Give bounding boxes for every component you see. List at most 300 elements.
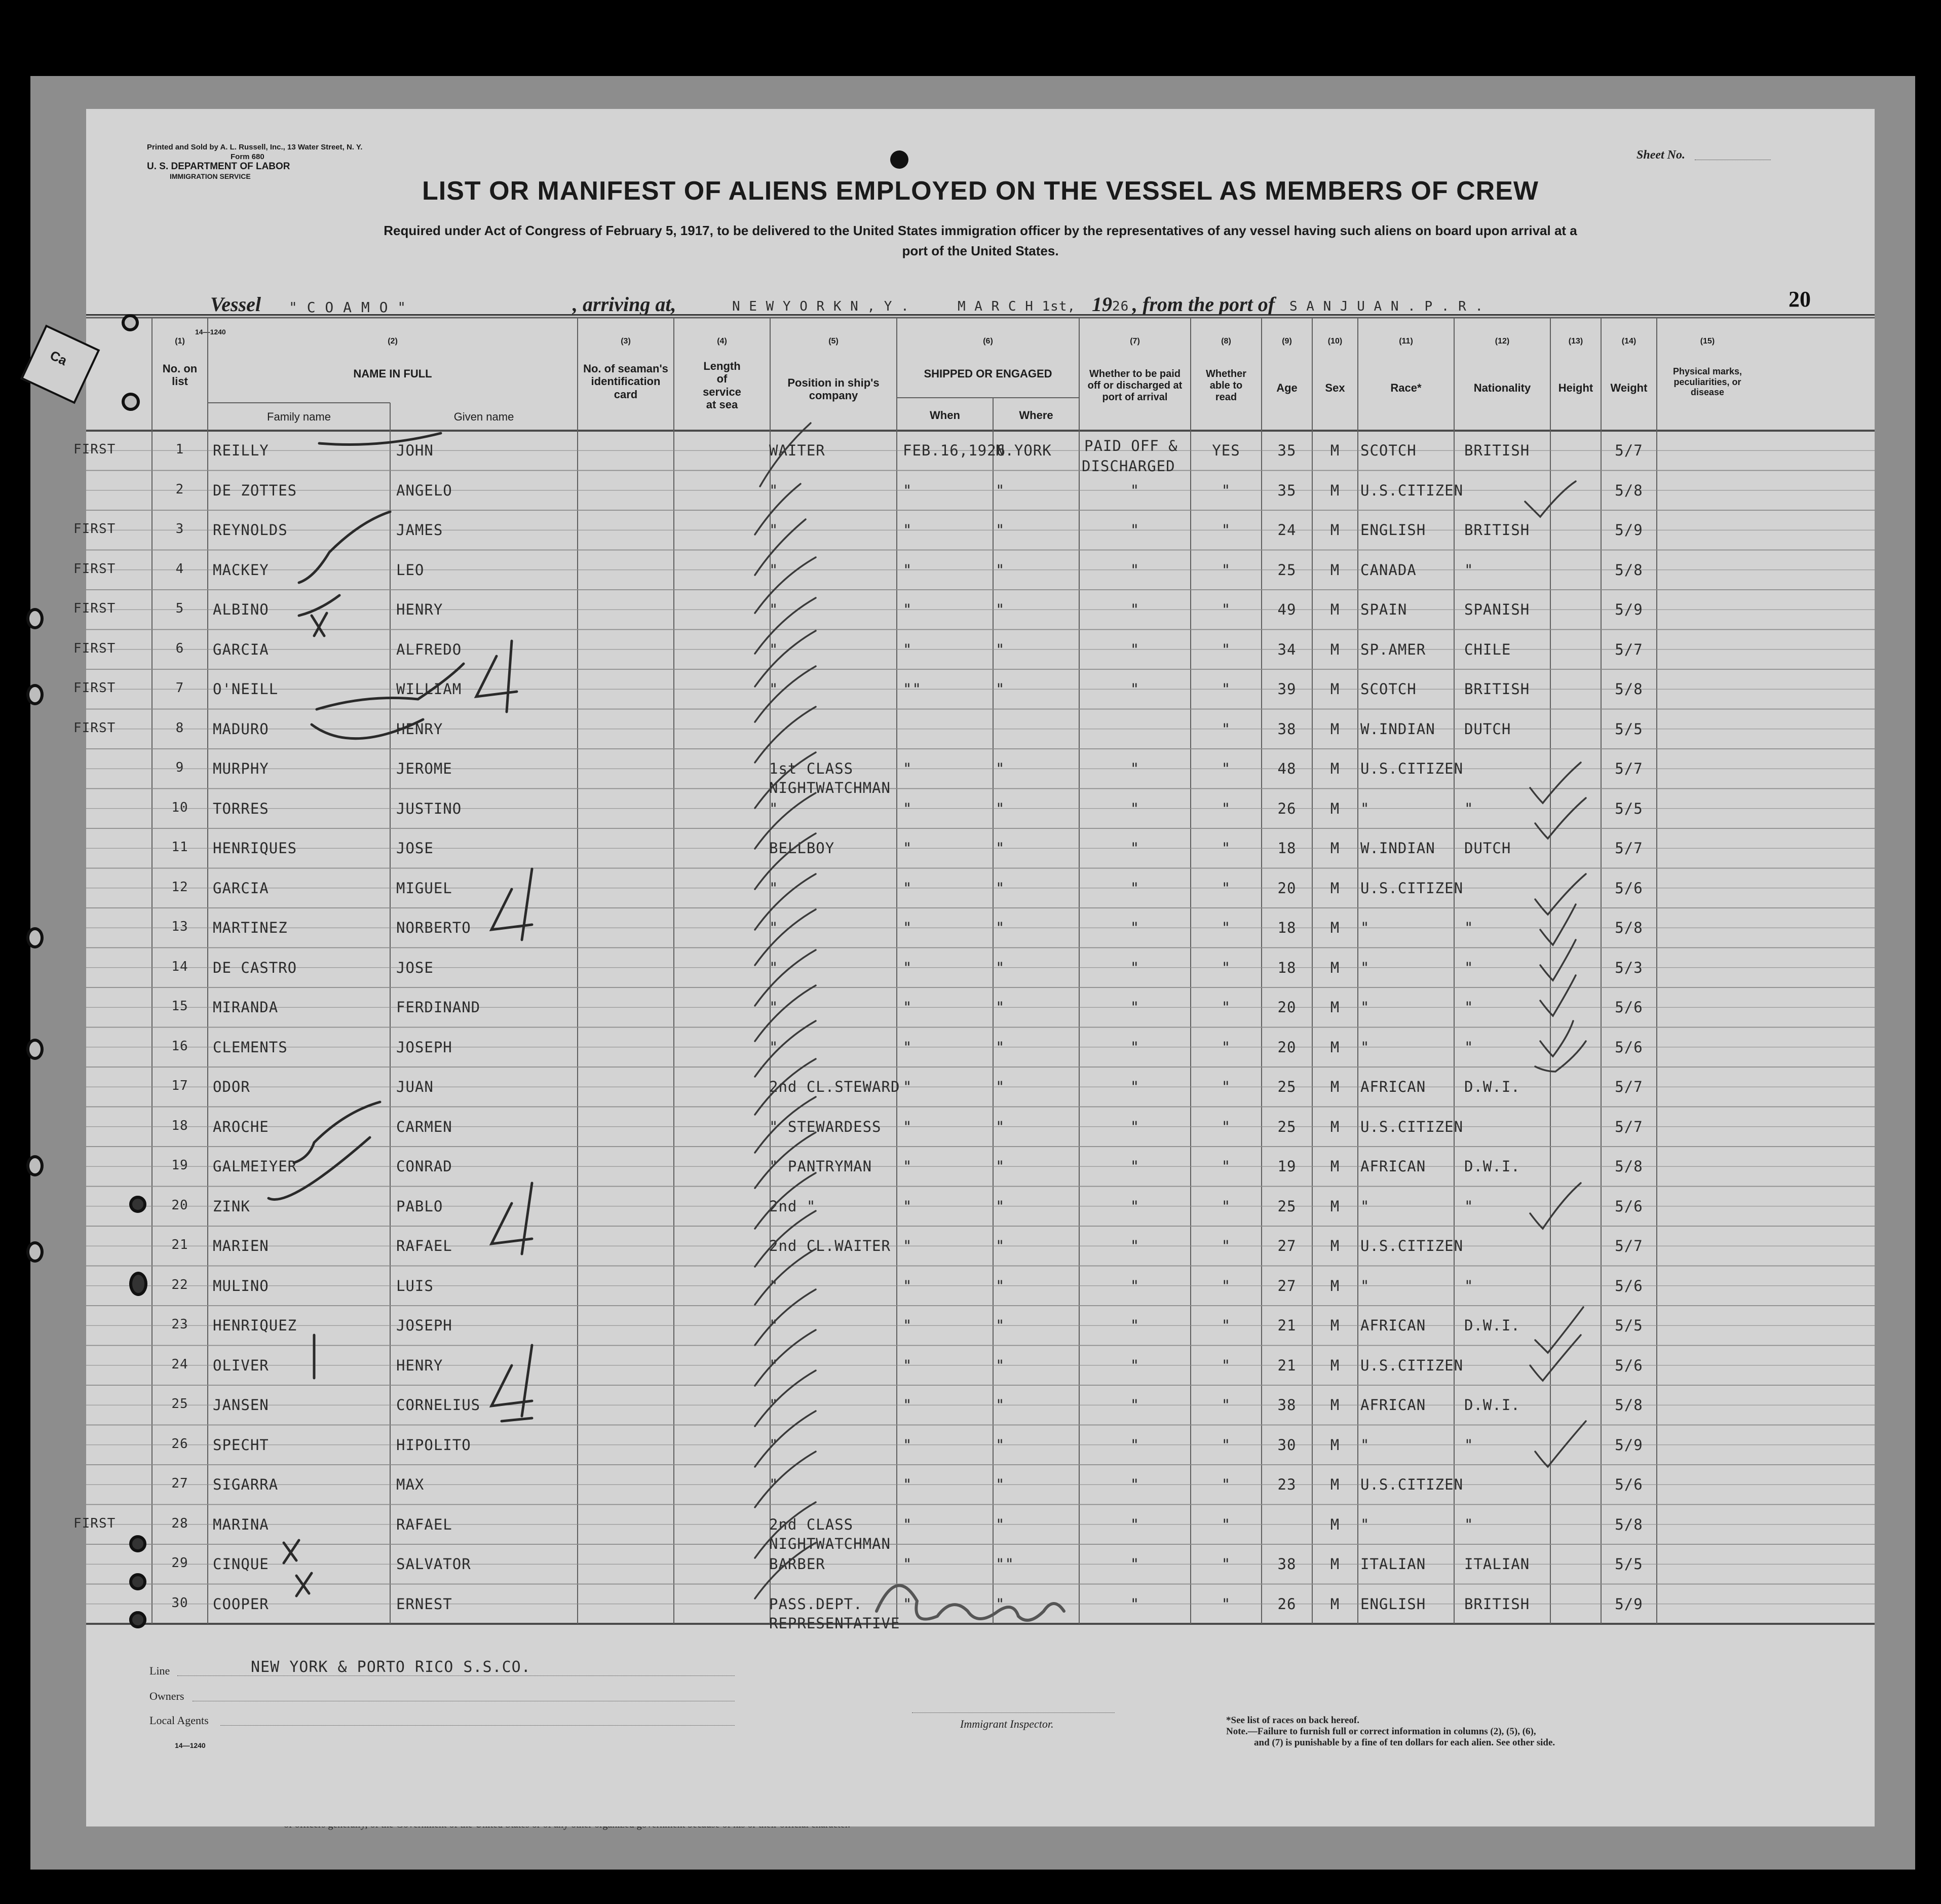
row-race: SP.AMER <box>1360 640 1426 658</box>
row-shipped-where: " <box>996 999 1005 1016</box>
row-paid-off: " <box>1130 1317 1140 1334</box>
row-age: 21 <box>1277 1317 1297 1334</box>
row-position: " PANTRYMAN <box>769 1158 872 1175</box>
form-code-bottom: 14—1240 <box>175 1741 206 1749</box>
position-tick <box>755 793 816 849</box>
row-height: 5/7 <box>1615 1118 1643 1135</box>
row-given-name: SALVATOR <box>396 1555 471 1573</box>
row-number: 2 <box>175 481 184 497</box>
row-position: " <box>769 1356 779 1374</box>
row-able-to-read: " <box>1221 879 1231 897</box>
row-age: 35 <box>1277 442 1297 459</box>
binder-hole <box>26 1155 44 1176</box>
row-height: 5/9 <box>1615 601 1643 618</box>
row-paid-off: " <box>1130 1038 1140 1056</box>
row-shipped-when: " <box>903 1396 912 1414</box>
row-age: 25 <box>1277 1118 1297 1135</box>
row-number: 4 <box>175 561 184 577</box>
row-number: 16 <box>171 1038 188 1054</box>
position-tick <box>755 481 801 535</box>
handwriting-overlay <box>86 109 1875 1826</box>
row-race: ITALIAN <box>1360 1555 1426 1573</box>
row-family-name: SIGARRA <box>213 1476 279 1493</box>
row-shipped-where: " <box>996 601 1005 618</box>
row-age: 20 <box>1277 879 1297 897</box>
row-nationality: DUTCH <box>1464 720 1511 738</box>
row-shipped-when: " <box>903 1476 912 1493</box>
row-height: 5/5 <box>1615 1555 1643 1573</box>
row-age: 38 <box>1277 1555 1297 1573</box>
row-race: W.INDIAN <box>1360 840 1435 857</box>
row-family-name: OLIVER <box>213 1356 269 1374</box>
col5-header: Position in ship's company <box>787 376 880 402</box>
row-sex: M <box>1330 959 1340 976</box>
row-nationality: SPANISH <box>1464 601 1530 618</box>
row-sex: M <box>1330 1038 1340 1056</box>
row-given-name: JAMES <box>396 521 443 539</box>
col15-header: Physical marks, peculiarities, or disease <box>1672 366 1742 398</box>
row-number: 28 <box>171 1515 188 1531</box>
col2-family-header: Family name <box>267 410 331 423</box>
row-race: U.S.CITIZEN <box>1360 1237 1464 1254</box>
citizen-tick <box>1540 940 1576 980</box>
row-nationality: D.W.I. <box>1464 1158 1520 1175</box>
row-shipped-where: " <box>996 959 1005 976</box>
row-age: 18 <box>1277 919 1297 936</box>
row-position: " <box>769 561 779 579</box>
row-paid-off: " <box>1130 1237 1140 1254</box>
row-family-name: CLEMENTS <box>213 1038 288 1056</box>
row-shipped-where: " <box>996 1396 1005 1414</box>
sheet-number-label: Sheet No. <box>1636 148 1685 162</box>
position-tick <box>755 631 816 687</box>
row-paid-off: " <box>1130 1118 1140 1135</box>
row-able-to-read: YES <box>1212 442 1240 459</box>
citizen-tick <box>1540 975 1576 1016</box>
row-able-to-read: " <box>1221 840 1231 857</box>
row-paid-off: " <box>1130 680 1140 698</box>
row-able-to-read: " <box>1221 1078 1231 1095</box>
row-position: " <box>769 1476 779 1493</box>
row-age: 27 <box>1277 1277 1297 1294</box>
col14-number: (14) <box>1621 337 1636 346</box>
row-position: " <box>769 1396 779 1414</box>
position-tick <box>755 598 816 654</box>
row-number: 15 <box>171 999 188 1014</box>
row-age: 39 <box>1277 680 1297 698</box>
row-nationality: DUTCH <box>1464 840 1511 857</box>
row-able-to-read: " <box>1221 521 1231 539</box>
row-height: 5/8 <box>1615 1515 1643 1533</box>
row-position: 1st CLASS <box>769 760 854 777</box>
row-sex: M <box>1330 640 1340 658</box>
row-age: 38 <box>1277 720 1297 738</box>
row-number: 27 <box>171 1476 188 1491</box>
row-able-to-read: " <box>1221 1555 1231 1573</box>
row-number: 12 <box>171 879 188 895</box>
row-race: U.S.CITIZEN <box>1360 879 1464 897</box>
row-family-name: MURPHY <box>213 760 269 777</box>
row-able-to-read: " <box>1221 799 1231 817</box>
row-given-name: JUAN <box>396 1078 434 1095</box>
row-family-name: REILLY <box>213 442 269 459</box>
position-tick <box>755 1059 816 1115</box>
row-given-name: NORBERTO <box>396 919 471 936</box>
row-first-class-note: FIRST <box>73 680 116 696</box>
col13-number: (13) <box>1568 337 1583 346</box>
row-age: 18 <box>1277 959 1297 976</box>
row-given-name: HENRY <box>396 601 443 618</box>
row-shipped-when: " <box>903 1158 912 1175</box>
row-age: 21 <box>1277 1356 1297 1374</box>
row-paid-off: " <box>1130 1197 1140 1215</box>
row-number: 7 <box>175 680 184 696</box>
row-family-name: DE CASTRO <box>213 959 297 976</box>
form-number: Form 680 <box>231 153 264 161</box>
position-tick <box>755 707 816 763</box>
row-shipped-where: "" <box>996 1555 1014 1573</box>
row-nationality: " <box>1464 1515 1474 1533</box>
row-shipped-where: " <box>996 1118 1005 1135</box>
failure-note-2: and (7) is punishable by a fine of ten dollars for each alien. See other side. <box>1254 1737 1555 1748</box>
row-able-to-read: " <box>1221 1118 1231 1135</box>
row-able-to-read: " <box>1221 1595 1231 1613</box>
checkmark <box>312 719 423 739</box>
row-sex: M <box>1330 680 1340 698</box>
row-age: 38 <box>1277 1396 1297 1414</box>
position-tick <box>755 1249 816 1305</box>
row-paid-off: " <box>1130 481 1140 499</box>
row-race: AFRICAN <box>1360 1396 1426 1414</box>
row-sex: M <box>1330 1356 1340 1374</box>
row-shipped-where: " <box>996 561 1005 579</box>
row-given-name: JOSE <box>396 840 434 857</box>
row-height: 5/6 <box>1615 1038 1643 1056</box>
row-given-name: HIPOLITO <box>396 1436 471 1454</box>
row-age: 26 <box>1277 799 1297 817</box>
row-shipped-when: " <box>903 1515 912 1533</box>
row-race: U.S.CITIZEN <box>1360 1356 1464 1374</box>
binder-hole <box>129 1272 147 1296</box>
row-height: 5/6 <box>1615 1476 1643 1493</box>
row-shipped-when: " <box>903 1317 912 1334</box>
row-race: SCOTCH <box>1360 442 1417 459</box>
row-family-name: JANSEN <box>213 1396 269 1414</box>
col9-header: Age <box>1276 382 1298 394</box>
row-race: U.S.CITIZEN <box>1360 1118 1464 1135</box>
row-first-class-note: FIRST <box>73 720 116 736</box>
col2-given-header: Given name <box>453 410 514 423</box>
row-nationality: D.W.I. <box>1464 1396 1520 1414</box>
row-shipped-where: " <box>996 879 1005 897</box>
row-nationality: D.W.I. <box>1464 1317 1520 1334</box>
row-shipped-when: " <box>903 481 912 499</box>
binder-hole <box>129 1611 146 1628</box>
row-position: " <box>769 601 779 618</box>
row-given-name: RAFAEL <box>396 1515 452 1533</box>
row-sex: M <box>1330 561 1340 579</box>
col7-header: Whether to be paid off or discharged at port of arrival <box>1087 368 1183 403</box>
row-shipped-when: FEB.16,1926 <box>903 442 1006 459</box>
row-family-name: DE ZOTTES <box>213 481 297 499</box>
row-paid-off: " <box>1130 999 1140 1016</box>
row-given-name: MIGUEL <box>396 879 452 897</box>
row-number: 19 <box>171 1158 188 1173</box>
row-position: WAITER <box>769 442 825 459</box>
row-given-name: CORNELIUS <box>396 1396 481 1414</box>
binder-hole <box>129 1535 146 1552</box>
row-height: 5/8 <box>1615 680 1643 698</box>
row-shipped-where: " <box>996 640 1005 658</box>
row-race: SCOTCH <box>1360 680 1417 698</box>
row-family-name: AROCHE <box>213 1118 269 1135</box>
citizen-tick <box>1535 1421 1586 1467</box>
row-age: 26 <box>1277 1595 1297 1613</box>
col6-number: (6) <box>983 337 993 346</box>
row-race: " <box>1360 919 1370 936</box>
row-first-class-note: FIRST <box>73 561 116 577</box>
row-shipped-where: " <box>996 840 1005 857</box>
col10-number: (10) <box>1327 337 1343 346</box>
row-race: AFRICAN <box>1360 1158 1426 1175</box>
row-race: W.INDIAN <box>1360 720 1435 738</box>
row-shipped-when: " <box>903 799 912 817</box>
row-shipped-where: " <box>996 680 1005 698</box>
row-paid-off: " <box>1130 640 1140 658</box>
row-able-to-read: " <box>1221 680 1231 698</box>
row-able-to-read: " <box>1221 919 1231 936</box>
row-nationality: " <box>1464 561 1474 579</box>
row-height: 5/5 <box>1615 799 1643 817</box>
row-shipped-where: " <box>996 1476 1005 1493</box>
service-label: IMMIGRATION SERVICE <box>170 172 251 180</box>
row-age: 34 <box>1277 640 1297 658</box>
binder-hole <box>129 1196 146 1213</box>
row-paid-off: " <box>1130 1436 1140 1454</box>
row-number: 11 <box>171 840 188 855</box>
row-position-line2: NIGHTWATCHMAN <box>769 1535 891 1552</box>
row-able-to-read: " <box>1221 1317 1231 1334</box>
position-tick <box>755 752 816 808</box>
row-number: 30 <box>171 1595 188 1611</box>
row-sex: M <box>1330 1197 1340 1215</box>
col7-number: (7) <box>1130 337 1140 346</box>
citizen-tick <box>1540 904 1576 945</box>
checkmark <box>294 1102 380 1163</box>
row-paid-off: " <box>1130 1158 1140 1175</box>
department-label: U. S. DEPARTMENT OF LABOR <box>147 161 290 172</box>
col8-number: (8) <box>1221 337 1231 346</box>
row-age: 19 <box>1277 1158 1297 1175</box>
row-given-name: CARMEN <box>396 1118 452 1135</box>
row-sex: M <box>1330 442 1340 459</box>
row-able-to-read: " <box>1221 1396 1231 1414</box>
subtitle-line-2: port of the United States. <box>902 243 1059 258</box>
row-sex: M <box>1330 1515 1340 1533</box>
row-position: " <box>769 1277 779 1294</box>
arriving-label: , arriving at, <box>573 293 676 316</box>
row-given-name: PABLO <box>396 1197 443 1215</box>
row-shipped-when: " <box>903 1078 912 1095</box>
row-number: 18 <box>171 1118 188 1133</box>
row-sex: M <box>1330 1555 1340 1573</box>
row-sex: M <box>1330 1317 1340 1334</box>
row-nationality: " <box>1464 1197 1474 1215</box>
binder-hole <box>26 1241 44 1263</box>
row-family-name: ODOR <box>213 1078 250 1095</box>
row-shipped-where: " <box>996 1038 1005 1056</box>
row-paid-off: " <box>1130 760 1140 777</box>
row-family-name: HENRIQUEZ <box>213 1317 297 1334</box>
row-shipped-when: " <box>903 640 912 658</box>
row-family-name: MADURO <box>213 720 269 738</box>
row-position: " <box>769 640 779 658</box>
row-height: 5/6 <box>1615 999 1643 1016</box>
col6-when-header: When <box>930 409 960 422</box>
row-shipped-where: " <box>996 1595 1005 1613</box>
row-sex: M <box>1330 1277 1340 1294</box>
citizen-tick <box>1530 1183 1581 1229</box>
position-tick <box>755 557 816 613</box>
row-position: 2nd CL.STEWARD <box>769 1078 900 1095</box>
row-shipped-where: " <box>996 760 1005 777</box>
row-sex: M <box>1330 521 1340 539</box>
binder-hole <box>26 684 44 705</box>
row-first-class-note: FIRST <box>73 1515 116 1531</box>
col3-header: No. of seaman's identification card <box>583 362 668 401</box>
row-number: 13 <box>171 919 188 934</box>
row-nationality: BRITISH <box>1464 1595 1530 1613</box>
row-given-name: CONRAD <box>396 1158 452 1175</box>
position-tick <box>755 1543 816 1598</box>
initials-mark <box>476 641 517 712</box>
row-given-name: JOSEPH <box>396 1038 452 1056</box>
position-tick <box>760 423 811 486</box>
row-race: SPAIN <box>1360 601 1407 618</box>
initials-mark <box>491 1345 532 1416</box>
row-race: " <box>1360 1038 1370 1056</box>
position-tick <box>755 950 816 1006</box>
row-shipped-when: " <box>903 1237 912 1254</box>
row-able-to-read: " <box>1221 640 1231 658</box>
row-family-name: ALBINO <box>213 601 269 618</box>
row-first-class-note: FIRST <box>73 442 116 457</box>
col6-where-header: Where <box>1019 409 1053 422</box>
position-tick <box>755 1289 816 1345</box>
row-given-name: FERDINAND <box>396 999 481 1016</box>
col1-number: (1) <box>175 337 185 346</box>
row-paid-off: " <box>1130 601 1140 618</box>
row-nationality: ITALIAN <box>1464 1555 1530 1573</box>
row-nationality: " <box>1464 959 1474 976</box>
row-family-name: MULINO <box>213 1277 269 1294</box>
row-age: 18 <box>1277 840 1297 857</box>
row-family-name: MARIEN <box>213 1237 269 1254</box>
row-number: 5 <box>175 601 184 616</box>
row-able-to-read: " <box>1221 561 1231 579</box>
row-shipped-where: " <box>996 1317 1005 1334</box>
row-height: 5/6 <box>1615 1356 1643 1374</box>
row-position: BELLBOY <box>769 840 835 857</box>
citizen-tick <box>1530 763 1581 803</box>
row-sex: M <box>1330 1158 1340 1175</box>
row-sex: M <box>1330 601 1340 618</box>
row-able-to-read: " <box>1221 1277 1231 1294</box>
col14-header: Weight <box>1610 382 1648 394</box>
row-age: 30 <box>1277 1436 1297 1454</box>
row-number: 9 <box>175 760 184 775</box>
row-given-name: HENRY <box>396 1356 443 1374</box>
cross-mark <box>312 613 327 636</box>
row-shipped-where: " <box>996 1237 1005 1254</box>
binder-hole <box>26 927 44 948</box>
row-height: 5/8 <box>1615 561 1643 579</box>
row-shipped-where: " <box>996 1277 1005 1294</box>
row-height: 5/6 <box>1615 1277 1643 1294</box>
row-race: " <box>1360 1515 1370 1533</box>
checkmark <box>317 664 464 709</box>
col5-number: (5) <box>828 337 839 346</box>
row-shipped-where: " <box>996 799 1005 817</box>
row-nationality: " <box>1464 1038 1474 1056</box>
position-tick <box>755 1452 816 1507</box>
row-number: 23 <box>171 1317 188 1332</box>
row-number: 21 <box>171 1237 188 1252</box>
row-race: ENGLISH <box>1360 1595 1426 1613</box>
row-position: 2nd " <box>769 1197 816 1215</box>
year-prefix: 19 <box>1092 293 1112 316</box>
position-tick <box>755 1173 816 1229</box>
arriving-place: N E W Y O R K N , Y . <box>732 299 909 314</box>
row-number: 3 <box>175 521 184 537</box>
row-age: 27 <box>1277 1237 1297 1254</box>
document-title: LIST OR MANIFEST OF ALIENS EMPLOYED ON THE VESSEL AS MEMBERS OF CREW <box>422 176 1539 206</box>
row-given-name: HENRY <box>396 720 443 738</box>
row-position: " <box>769 959 779 976</box>
col2-header: NAME IN FULL <box>353 367 432 380</box>
row-paid-off: " <box>1130 1476 1140 1493</box>
row-given-name: JOSEPH <box>396 1317 452 1334</box>
row-shipped-when: " <box>903 1197 912 1215</box>
row-race: " <box>1360 799 1370 817</box>
owners-label: Owners <box>149 1690 184 1702</box>
row-shipped-when: " <box>903 1356 912 1374</box>
index-tab-text: Ca <box>48 347 70 369</box>
row-nationality: " <box>1464 1277 1474 1294</box>
row-paid-off: " <box>1130 1555 1140 1573</box>
binder-hole <box>122 314 139 331</box>
line-value: NEW YORK & PORTO RICO S.S.CO. <box>251 1658 531 1676</box>
line-label: Line <box>149 1664 170 1677</box>
row-able-to-read: " <box>1221 601 1231 618</box>
row-shipped-where: " <box>996 481 1005 499</box>
row-paid-off: " <box>1130 561 1140 579</box>
cross-mark <box>284 1540 299 1563</box>
row-family-name: GARCIA <box>213 879 269 897</box>
row-given-name: RAFAEL <box>396 1237 452 1254</box>
row-position: BARBER <box>769 1555 825 1573</box>
position-tick <box>755 1211 816 1267</box>
row-shipped-where: " <box>996 1078 1005 1095</box>
row-race: U.S.CITIZEN <box>1360 1476 1464 1493</box>
row-height: 5/7 <box>1615 1237 1643 1254</box>
row-position: " <box>769 1038 779 1056</box>
row-position: " <box>769 879 779 897</box>
row-first-class-note: FIRST <box>73 601 116 616</box>
row-shipped-when: " <box>903 1118 912 1135</box>
row1-paid-off-line2: DISCHARGED <box>1082 458 1175 475</box>
row-position: " <box>769 481 779 499</box>
